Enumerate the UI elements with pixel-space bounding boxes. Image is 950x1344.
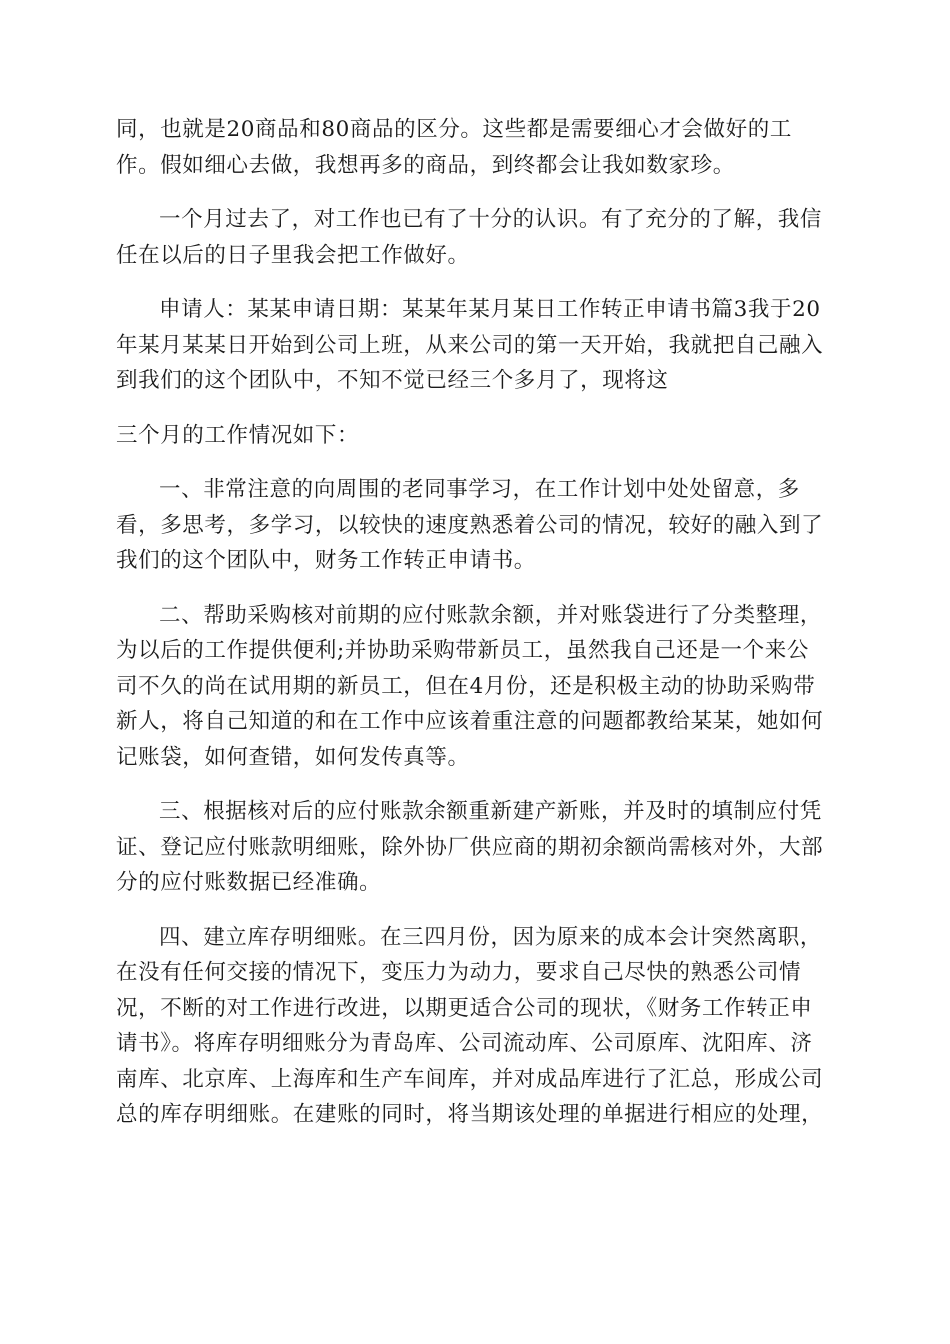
text-line: 三个月的工作情况如下：	[116, 422, 360, 448]
paragraph-7	[116, 794, 841, 901]
text-line: 任在以后的日子里我会把工作做好。	[116, 242, 470, 268]
text-line: 况，不断的对工作进行改进，以期更适合公司的现状，《财务工作转正申	[116, 995, 813, 1021]
document-body	[116, 112, 841, 1133]
text-line: 三、根据核对后的应付账款余额重新建产新账，并及时的填制应付凭	[159, 799, 823, 824]
text-line: 南库、北京库、上海库和生产车间库，并对成品库进行了汇总，形成公司	[116, 1066, 824, 1092]
text-line: 四、建立库存明细账。在三四月份，因为原来的成本会计突然离职，	[159, 924, 823, 950]
paragraph-3	[116, 292, 841, 399]
text-line: 总的库存明细账。在建账的同时，将当期该处理的单据进行相应的处理，	[116, 1102, 824, 1127]
text-line: 一、非常注意的向周围的老同事学习，在工作计划中处处留意，多	[159, 477, 800, 502]
paragraph-1	[116, 112, 841, 183]
text-line: 二、帮助采购核对前期的应付账款余额，并对账袋进行了分类整理，	[159, 602, 823, 628]
paragraph-4	[116, 418, 841, 454]
text-line: 我们的这个团队中，财务工作转正申请书。	[116, 548, 536, 573]
paragraph-2	[116, 202, 841, 273]
text-line: 在没有任何交接的情况下，变压力为动力，要求自己尽快的熟悉公司情	[116, 960, 802, 985]
text-line: 同，也就是20商品和80商品的区分。这些都是需要细心才会做好的工	[116, 117, 792, 142]
text-line: 新人，将自己知道的和在工作中应该着重注意的问题都教给某某，她如何	[116, 709, 824, 734]
paragraph-8	[116, 920, 841, 1133]
text-line: 一个月过去了，对工作也已有了十分的认识。有了充分的了解，我信	[159, 207, 823, 232]
text-line: 年某月某某日开始到公司上班，从来公司的第一天开始，我就把自己融入	[116, 332, 824, 358]
paragraph-5	[116, 472, 841, 579]
text-line: 为以后的工作提供便利;并协助采购带新员工，虽然我自己还是一个来公	[116, 638, 809, 663]
text-line: 司不久的尚在试用期的新员工，但在4月份，还是积极主动的协助采购带	[116, 673, 816, 699]
paragraph-6	[116, 598, 841, 776]
text-line: 到我们的这个团队中，不知不觉已经三个多月了，现将这	[116, 368, 669, 393]
text-line: 记账袋，如何查错，如何发传真等。	[116, 744, 470, 770]
text-line: 请书》。将库存明细账分为青岛库、公司流动库、公司原库、沈阳库、济	[116, 1031, 813, 1056]
text-line: 看，多思考，多学习，以较快的速度熟悉着公司的情况，较好的融入到了	[116, 512, 824, 538]
text-line: 证、登记应付账款明细账，除外协厂供应商的期初余额尚需核对外，大部	[116, 834, 824, 860]
text-line: 作。假如细心去做，我想再多的商品，到终都会让我如数家珍。	[116, 152, 735, 178]
text-line: 申请人：某某申请日期：某某年某月某日工作转正申请书篇3我于20	[159, 297, 821, 322]
text-line: 分的应付账数据已经准确。	[116, 870, 382, 895]
